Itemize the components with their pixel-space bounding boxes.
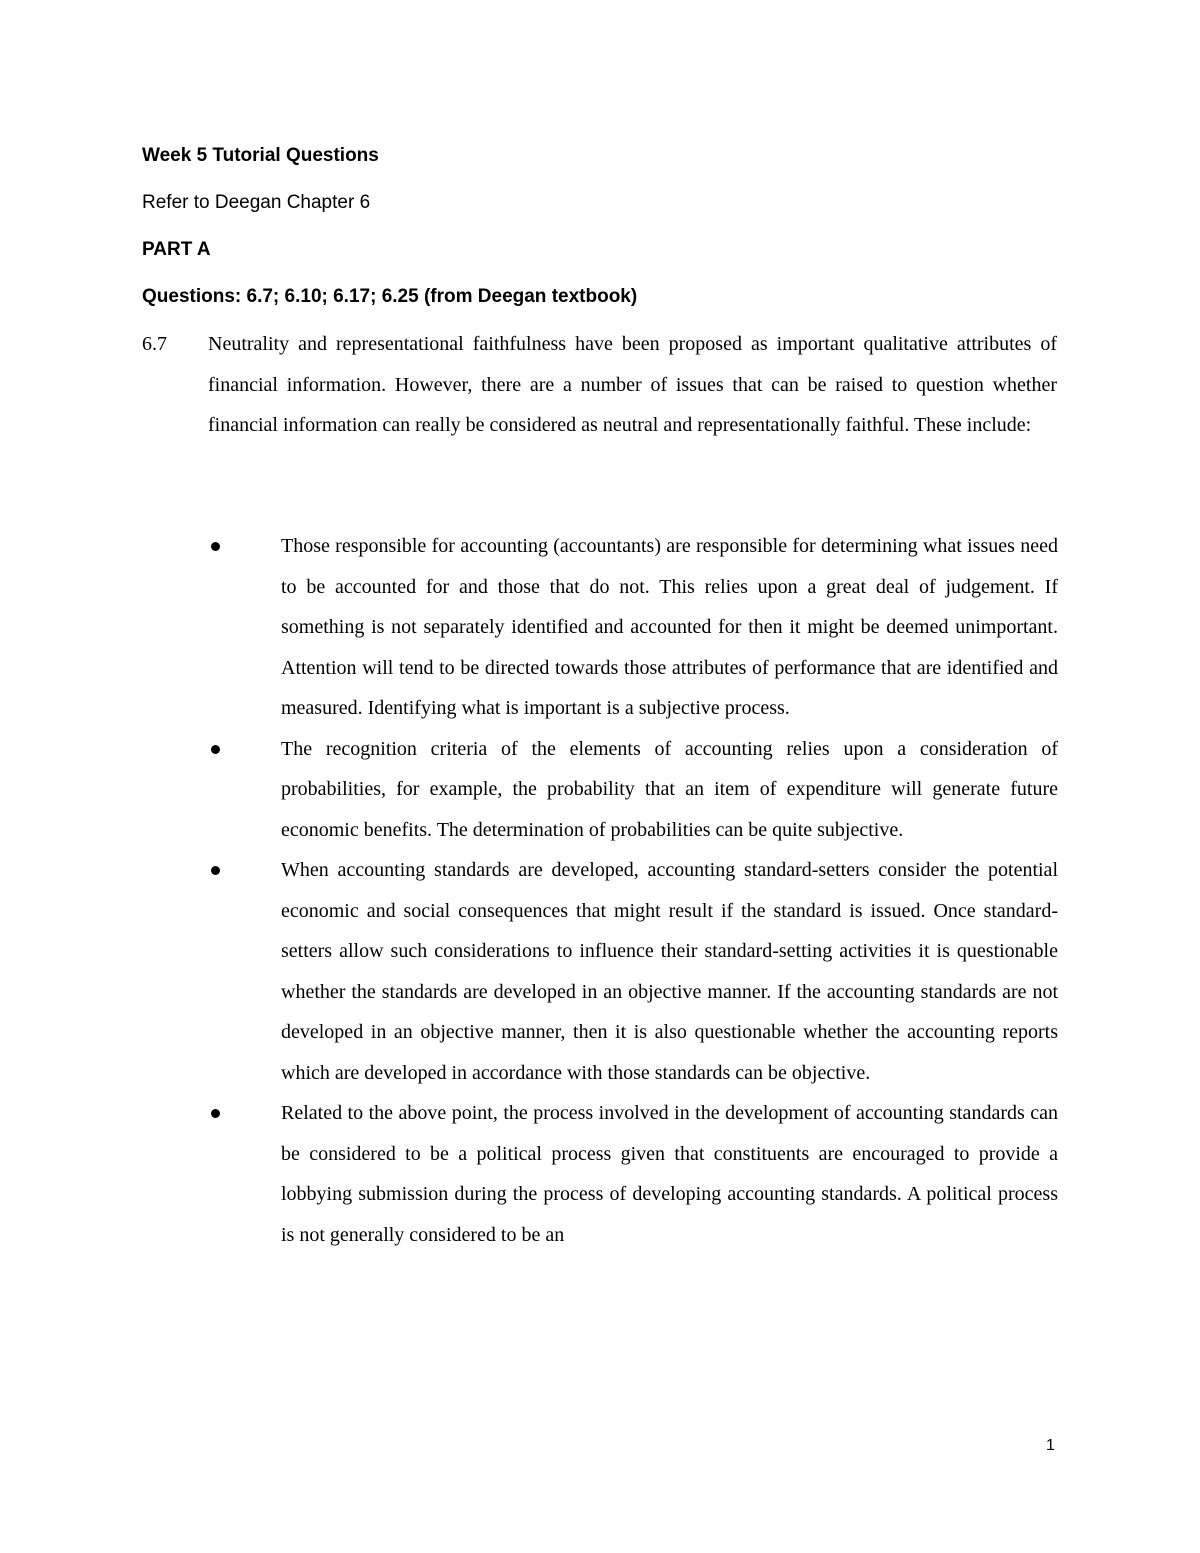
bullet-icon xyxy=(211,542,220,551)
bullet-icon xyxy=(211,1109,220,1118)
bullet-list xyxy=(208,526,1058,1255)
question-text: Neutrality and representational faithfulness have been proposed as important qualitative attributes of financial information. However, there are a number of issues that can be raised to question whether financial information can really be considered as neutral and representationally faithful. These include: xyxy=(208,333,1057,436)
document-title: Week 5 Tutorial Questions xyxy=(142,145,379,166)
bullet-text: Those responsible for accounting (accountants) are responsible for determining what issues need to be accounted for and those that do not. This relies upon a great deal of judgement. If something is not separately identified and accounted for then it might be deemed unimportant. Attention will tend to be directed towards those attributes of performance that are identified and measured. Identifying what is important is a subjective process. xyxy=(281,535,1058,719)
bullet-text: When accounting standards are developed, accounting standard-setters consider the potential economic and social consequences that might result if the standard is issued. Once standard-setters allow such considerations to influence their standard-setting activities it is questionable whether the standards are developed in an objective manner. If the accounting standards are not developed in an objective manner, then it is also questionable whether the accounting reports which are developed in accordance with those standards can be objective. xyxy=(281,859,1058,1084)
bullet-icon xyxy=(211,745,220,754)
part-heading: PART A xyxy=(142,239,211,260)
question-number: 6.7 xyxy=(142,333,167,355)
chapter-reference: Refer to Deegan Chapter 6 xyxy=(142,192,371,213)
bullet-icon xyxy=(211,866,220,875)
list-item xyxy=(208,850,1058,1093)
list-item xyxy=(208,729,1058,851)
list-item xyxy=(208,526,1058,729)
questions-list: Questions: 6.7; 6.10; 6.17; 6.25 (from Deegan textbook) xyxy=(142,286,638,307)
bullet-text: The recognition criteria of the elements of accounting relies upon a consideration of probabilities, for example, the probability that an item of expenditure will generate future economic benefits. The determination of probabilities can be quite subjective. xyxy=(281,737,1058,841)
list-item xyxy=(208,1093,1058,1255)
bullet-text: Related to the above point, the process involved in the development of accounting standards can be considered to be a political process given that constituents are encouraged to provide a lobbying submission during the process of developing accounting standards. A political process is not generally considered to be an xyxy=(281,1102,1058,1246)
question-text-block xyxy=(208,324,1057,446)
page-number: 1 xyxy=(1046,1437,1055,1454)
